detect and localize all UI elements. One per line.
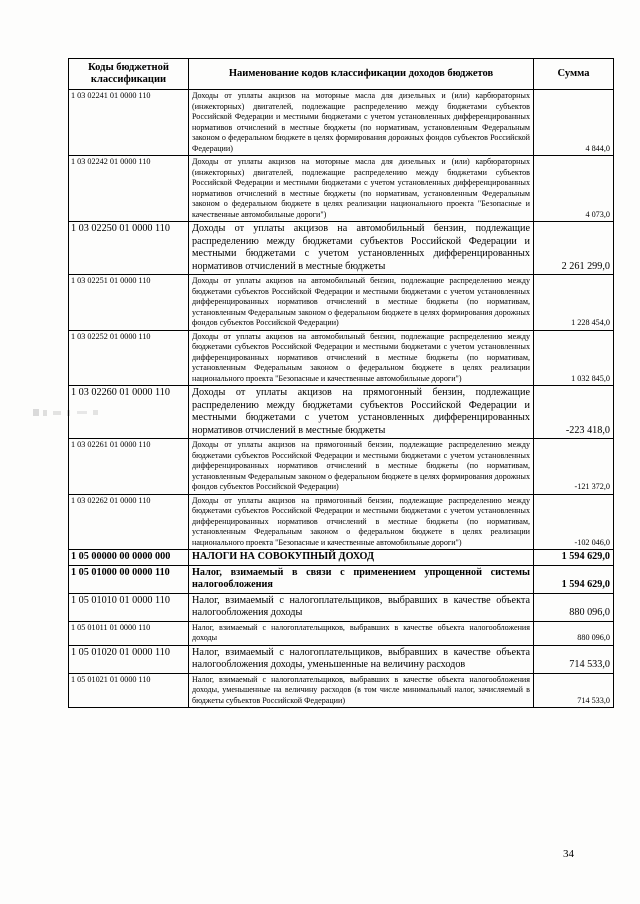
- row-code: 1 05 01010 01 0000 110: [69, 593, 189, 621]
- row-code: 1 03 02261 01 0000 110: [69, 439, 189, 495]
- row-name: Налог, взимаемый с налогоплательщиков, выбравших в качестве объекта налогообложения доходы: [189, 593, 534, 621]
- row-code: 1 03 02242 01 0000 110: [69, 156, 189, 222]
- row-sum: 4 073,0: [534, 156, 614, 222]
- row-sum: 4 844,0: [534, 90, 614, 156]
- budget-revenue-table: [68, 58, 614, 708]
- table-row: [69, 645, 614, 673]
- table-row: [69, 550, 614, 566]
- row-code: 1 05 01021 01 0000 110: [69, 673, 189, 708]
- row-name: Налог, взимаемый в связи с применением упрощенной системы налогообложения: [189, 565, 534, 593]
- row-code: 1 05 01020 01 0000 110: [69, 645, 189, 673]
- row-name: Доходы от уплаты акцизов на автомобильный бензин, подлежащие распределению между бюджетами субъектов Российской Федерации и местными бюджетами с учетом установленных дифференцированных нормативов отчислений в местные бюджеты (по нормативам, установленным Федеральным законом о федеральном бюджете в целях реализации национального проекта "Безопасные и качественные автомобильные дороги"): [189, 330, 534, 386]
- table-row: [69, 593, 614, 621]
- row-sum: -102 046,0: [534, 494, 614, 550]
- row-name: Доходы от уплаты акцизов на прямогонный бензин, подлежащие распределению между бюджетами субъектов Российской Федерации и местными бюджетами с учетом установленных дифференцированных нормативов отчислений в местные бюджеты (по нормативам, установленным Федеральным законом о федеральном бюджете в целях формирования дорожных фондов субъектов Российской Федерации): [189, 439, 534, 495]
- row-sum: -121 372,0: [534, 439, 614, 495]
- table-row: [69, 673, 614, 708]
- table-row: [69, 439, 614, 495]
- header-code: Коды бюджетной классификации: [69, 59, 189, 90]
- table-row: [69, 565, 614, 593]
- table-row: [69, 330, 614, 386]
- table-header-row: [69, 59, 614, 90]
- table-row: [69, 90, 614, 156]
- row-code: 1 03 02241 01 0000 110: [69, 90, 189, 156]
- row-code: 1 03 02252 01 0000 110: [69, 330, 189, 386]
- row-sum: 1 594 629,0: [534, 550, 614, 566]
- row-name: Доходы от уплаты акцизов на прямогонный бензин, подлежащие распределению между бюджетами субъектов Российской Федерации и местными бюджетами с учетом установленных дифференцированных нормативов отчислений в местные бюджеты: [189, 386, 534, 439]
- row-sum: 714 533,0: [534, 645, 614, 673]
- table-row: [69, 275, 614, 331]
- table-row: [69, 156, 614, 222]
- row-name: Доходы от уплаты акцизов на моторные масла для дизельных и (или) карбюраторных (инжекторных) двигателей, подлежащие распределению между бюджетами субъектов Российской Федерации и местными бюджетами с учетом установленных дифференцированных нормативов отчислений в местные бюджеты (по нормативам, установленным Федеральным законом о федеральном бюджете в целях реализации национального проекта "Безопасные и качественные автомобильные дороги"): [189, 156, 534, 222]
- row-code: 1 05 01000 00 0000 110: [69, 565, 189, 593]
- row-sum: -223 418,0: [534, 386, 614, 439]
- row-name: Налог, взимаемый с налогоплательщиков, выбравших в качестве объекта налогообложения доходы: [189, 621, 534, 645]
- row-code: 1 05 01011 01 0000 110: [69, 621, 189, 645]
- row-sum: 880 096,0: [534, 593, 614, 621]
- table-row: [69, 621, 614, 645]
- table-row: [69, 222, 614, 275]
- table-row: [69, 386, 614, 439]
- row-name: Доходы от уплаты акцизов на прямогонный бензин, подлежащие распределению между бюджетами субъектов Российской Федерации и местными бюджетами с учетом установленных дифференцированных нормативов отчислений в местные бюджеты (по нормативам, установленным Федеральным законом о федеральном бюджете в целях реализации национального проекта "Безопасные и качественные автомобильные дороги"): [189, 494, 534, 550]
- row-sum: 2 261 299,0: [534, 222, 614, 275]
- row-name: Доходы от уплаты акцизов на автомобильный бензин, подлежащие распределению между бюджетами субъектов Российской Федерации и местными бюджетами с учетом установленных дифференцированных нормативов отчислений в местные бюджеты: [189, 222, 534, 275]
- row-name: Доходы от уплаты акцизов на моторные масла для дизельных и (или) карбюраторных (инжекторных) двигателей, подлежащие распределению между бюджетами субъектов Российской Федерации и местными бюджетами с учетом установленных дифференцированных нормативов отчислений в местные бюджеты (по нормативам, установленным Федеральным законом о федеральном бюджете в целях формирования дорожных фондов субъектов Российской Федерации): [189, 90, 534, 156]
- row-sum: 714 533,0: [534, 673, 614, 708]
- row-name: Доходы от уплаты акцизов на автомобильный бензин, подлежащие распределению между бюджетами субъектов Российской Федерации и местными бюджетами с учетом установленных дифференцированных нормативов отчислений в местные бюджеты (по нормативам, установленным Федеральным законом о федеральном бюджете в целях формирования дорожных фондов субъектов Российской Федерации): [189, 275, 534, 331]
- table-row: [69, 494, 614, 550]
- row-code: 1 05 00000 00 0000 000: [69, 550, 189, 566]
- row-name: Налог, взимаемый с налогоплательщиков, выбравших в качестве объекта налогообложения доходы, уменьшенные на величину расходов: [189, 645, 534, 673]
- row-code: 1 03 02260 01 0000 110: [69, 386, 189, 439]
- page-number: 34: [563, 848, 574, 860]
- header-sum: Сумма: [534, 59, 614, 90]
- row-code: 1 03 02251 01 0000 110: [69, 275, 189, 331]
- row-sum: 1 032 845,0: [534, 330, 614, 386]
- row-sum: 1 594 629,0: [534, 565, 614, 593]
- row-name: НАЛОГИ НА СОВОКУПНЫЙ ДОХОД: [189, 550, 534, 566]
- row-code: 1 03 02250 01 0000 110: [69, 222, 189, 275]
- row-sum: 880 096,0: [534, 621, 614, 645]
- row-sum: 1 228 454,0: [534, 275, 614, 331]
- header-name: Наименование кодов классификации доходов бюджетов: [189, 59, 534, 90]
- row-name: Налог, взимаемый с налогоплательщиков, выбравших в качестве объекта налогообложения доходы, уменьшенные на величину расходов (в том числе минимальный налог, зачисляемый в бюджеты субъектов Российской Федерации): [189, 673, 534, 708]
- row-code: 1 03 02262 01 0000 110: [69, 494, 189, 550]
